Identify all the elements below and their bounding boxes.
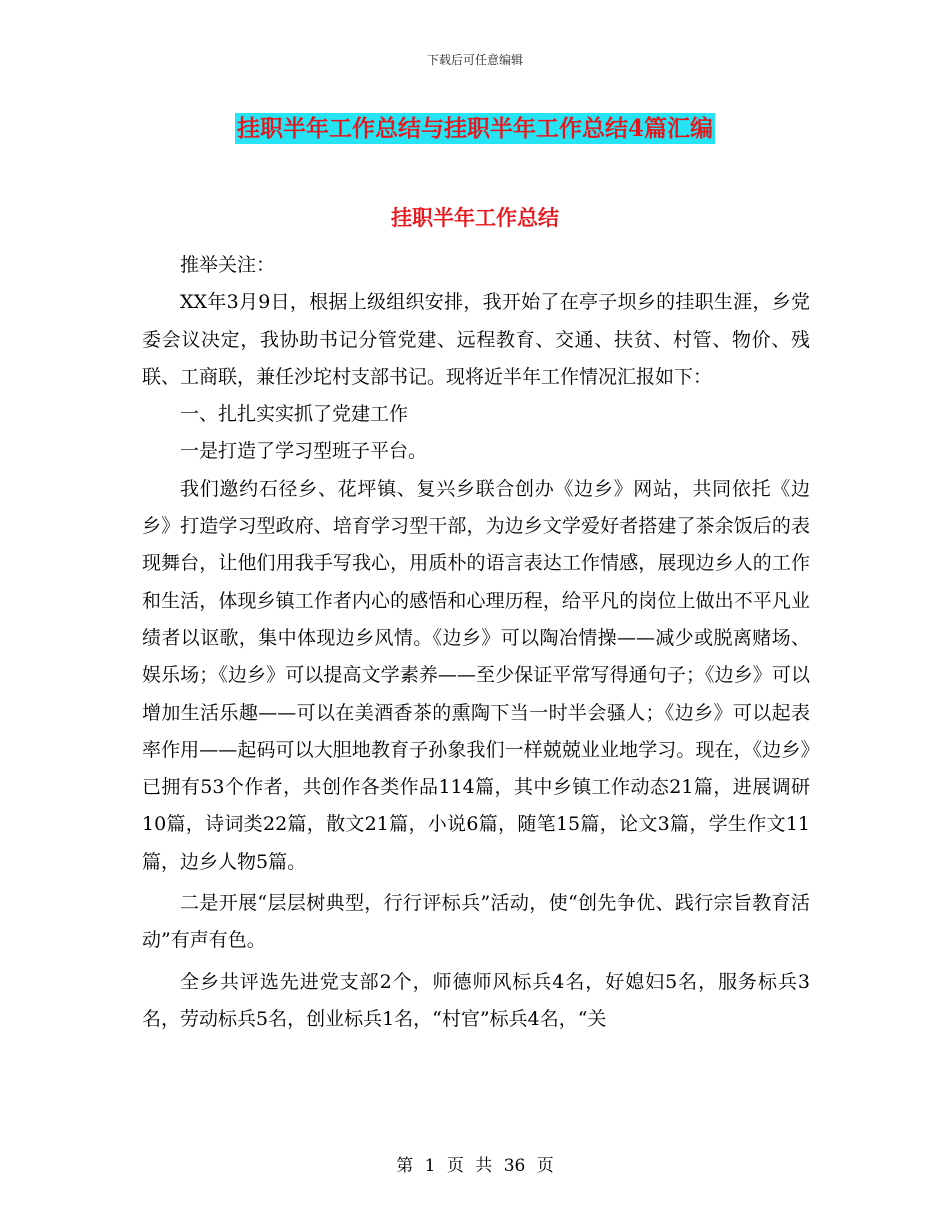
paragraph-point-one: 一是打造了学习型班子平台。 <box>180 440 428 463</box>
header-note: 下载后可任意编辑 <box>426 53 523 67</box>
page-number: 第 1 页 共 36 页 <box>396 1156 554 1176</box>
paragraph-intro: XX年3月9日，根据上级组织安排，我开始了在亭子坝乡的挂职生涯，乡党委会议决定，我协助书记分管党建、远程教育、交通、扶贫、村管、物价、残联、工商联，兼任沙坨村支部书记。现将近半年工作情况汇报如下： <box>142 291 810 388</box>
paragraph-recommend: 推举关注： <box>180 254 276 276</box>
section-title: 挂职半年工作总结 <box>391 205 559 230</box>
paragraph-point-two: 二是开展“层层树典型，行行评标兵”活动，使“创先争优、践行宗旨教育活动”有声有色。 <box>142 892 810 952</box>
paragraph-heading-party: 一、扎扎实实抓了党建工作 <box>180 403 409 426</box>
document-body <box>142 247 810 1038</box>
paragraph-awards: 全乡共评选先进党支部2个，师德师风标兵4名，好媳妇5名，服务标兵3名，劳动标兵5名，创业标兵1名，“村官”标兵4名，“关 <box>142 970 810 1030</box>
document-title <box>0 111 950 149</box>
paragraph-bianxiang: 我们邀约石径乡、花坪镇、复兴乡联合创办《边乡》网站，共同依托《边乡》打造学习型政府、培育学习型干部，为边乡文学爱好者搭建了茶余饭后的表现舞台，让他们用我手写我心，用质朴的语言表达工作情感，展现边乡人的工作和生活，体现乡镇工作者内心的感悟和心理历程，给平凡的岗位上做出不平凡业绩者以讴歌，集中体现边乡风情。《边乡》可以陶冶情操——减少或脱离赌场、娱乐场；《边乡》可以提高文学素养——至少保证平常写得通句子；《边乡》可以增加生活乐趣——可以在美酒香茶的熏陶下当一时半会骚人；《边乡》可以起表率作用——起码可以大胆地教育子孙象我们一样兢兢业业地学习。现在，《边乡》已拥有53个作者，共创作各类作品114篇，其中乡镇工作动态21篇，进展调研10篇，诗词类22篇，散文21篇，小说6篇，随笔15篇，论文3篇，学生作文11篇，边乡人物5篇。 <box>142 477 810 873</box>
document-title-text: 挂职半年工作总结与挂职半年工作总结4篇汇编 <box>236 115 713 142</box>
